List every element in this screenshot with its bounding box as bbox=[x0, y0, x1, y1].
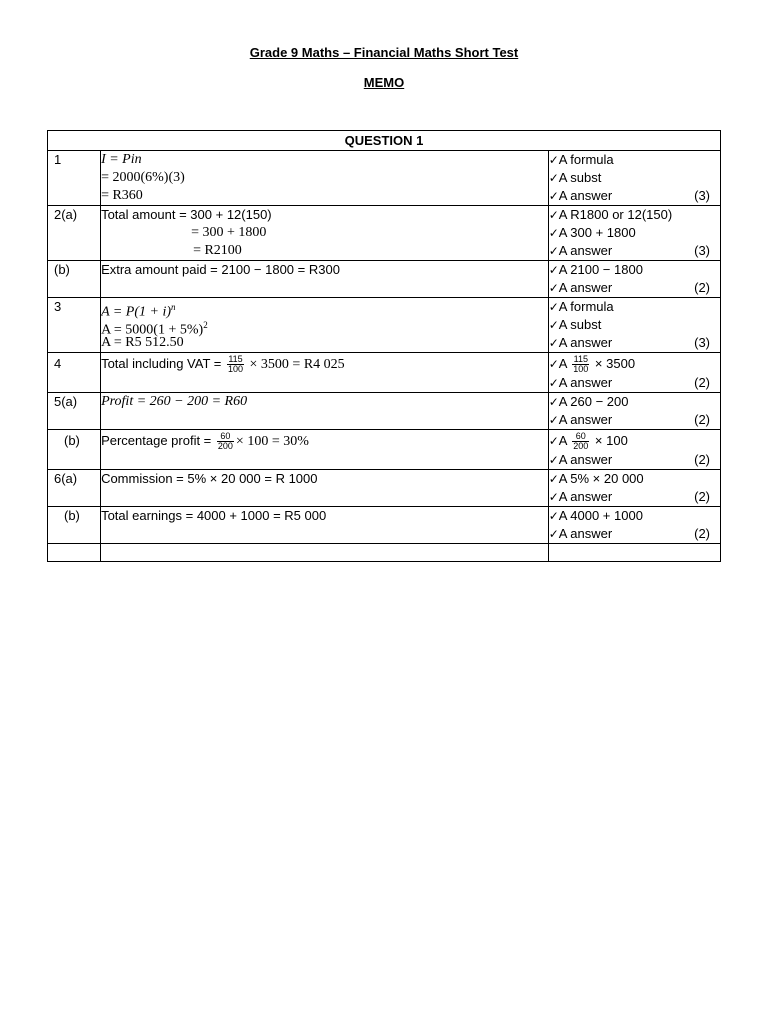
question-number: 1 bbox=[54, 152, 62, 167]
document-title: Grade 9 Maths – Financial Maths Short Test bbox=[249, 45, 519, 60]
check-icon: ✓ bbox=[548, 434, 559, 448]
check-icon: ✓ bbox=[548, 490, 559, 504]
check-icon: ✓ bbox=[548, 263, 559, 277]
table-row bbox=[48, 430, 721, 470]
mark-label: A subst bbox=[558, 317, 602, 332]
check-icon: ✓ bbox=[548, 413, 559, 427]
check-icon: ✓ bbox=[548, 189, 559, 203]
table-row bbox=[48, 298, 721, 353]
mark-label: A answer bbox=[558, 489, 613, 504]
table-row bbox=[48, 206, 721, 261]
mark-label: A bbox=[558, 433, 571, 448]
solution-cell bbox=[101, 298, 549, 353]
mark-total: (3) bbox=[694, 188, 710, 203]
fraction-denominator: 100 bbox=[228, 364, 244, 375]
question-number: 2(a) bbox=[54, 207, 78, 222]
mark-label: A answer bbox=[558, 412, 613, 427]
check-icon: ✓ bbox=[548, 509, 559, 523]
check-icon: ✓ bbox=[548, 357, 559, 371]
mark-total: (2) bbox=[694, 280, 710, 295]
check-icon: ✓ bbox=[548, 336, 559, 350]
mark-total: (3) bbox=[694, 335, 710, 350]
mark-total: (2) bbox=[694, 375, 710, 390]
check-icon: ✓ bbox=[548, 171, 559, 185]
solution-line: = R2100 bbox=[193, 243, 242, 258]
question-number: 4 bbox=[54, 356, 62, 371]
mark-label: A 260 − 200 bbox=[558, 394, 629, 409]
mark-label: A R1800 or 12(150) bbox=[558, 207, 673, 222]
fraction bbox=[227, 355, 244, 374]
exponent: 2 bbox=[203, 320, 208, 330]
solution-text: × 3500 = R4 025 bbox=[246, 357, 345, 372]
solution-cell bbox=[101, 507, 549, 544]
marks-cell bbox=[548, 507, 720, 544]
empty-cell bbox=[101, 544, 549, 562]
marks-cell bbox=[548, 353, 720, 393]
question-number: (b) bbox=[64, 508, 80, 523]
solution-line: Extra amount paid = 2100 − 1800 = R300 bbox=[101, 262, 340, 277]
check-icon: ✓ bbox=[548, 281, 559, 295]
mark-label: A answer bbox=[558, 375, 613, 390]
solution-line: Total earnings = 4000 + 1000 = R5 000 bbox=[101, 508, 327, 523]
mark-label: A 5% × 20 000 bbox=[558, 471, 644, 486]
mark-label: A 4000 + 1000 bbox=[558, 508, 643, 523]
exponent: n bbox=[171, 302, 176, 312]
question-heading: QUESTION 1 bbox=[48, 131, 721, 151]
fraction-numerator: 115 bbox=[228, 354, 243, 365]
mark-label: A bbox=[558, 356, 571, 371]
check-icon: ✓ bbox=[548, 472, 559, 486]
fraction-denominator: 200 bbox=[217, 441, 233, 452]
fraction-numerator: 60 bbox=[217, 432, 234, 442]
memo-table bbox=[47, 130, 721, 562]
mark-total: (3) bbox=[694, 243, 710, 258]
solution-line: = 300 + 1800 bbox=[191, 225, 267, 240]
check-icon: ✓ bbox=[548, 153, 559, 167]
solution-cell bbox=[101, 470, 549, 507]
solution-text: Total including VAT = bbox=[101, 356, 225, 371]
solution-cell bbox=[101, 151, 549, 206]
table-row bbox=[48, 353, 721, 393]
mark-total: (2) bbox=[694, 412, 710, 427]
mark-label: A answer bbox=[558, 188, 613, 203]
mark-label: × 3500 bbox=[591, 356, 636, 371]
marks-cell bbox=[548, 430, 720, 470]
question-number: 3 bbox=[54, 299, 62, 314]
table-row bbox=[48, 507, 721, 544]
mark-label: × 100 bbox=[591, 433, 628, 448]
question-number: 6(a) bbox=[54, 471, 78, 486]
fraction bbox=[217, 432, 234, 451]
marks-cell bbox=[548, 298, 720, 353]
mark-label: A 300 + 1800 bbox=[558, 225, 636, 240]
table-row bbox=[48, 470, 721, 507]
solution-line: A = P(1 + i) bbox=[101, 304, 172, 320]
check-icon: ✓ bbox=[548, 318, 559, 332]
check-icon: ✓ bbox=[548, 208, 559, 222]
solution-text: Percentage profit = bbox=[101, 433, 215, 448]
mark-total: (2) bbox=[694, 526, 710, 541]
mark-label: A answer bbox=[558, 243, 613, 258]
marks-cell bbox=[548, 393, 720, 430]
table-row bbox=[48, 151, 721, 206]
marks-cell bbox=[548, 151, 720, 206]
solution-cell bbox=[101, 353, 549, 393]
solution-line: Profit = 260 − 200 = R60 bbox=[101, 394, 248, 409]
marks-cell bbox=[548, 470, 720, 507]
check-icon: ✓ bbox=[548, 395, 559, 409]
marks-cell bbox=[548, 261, 720, 298]
question-number: (b) bbox=[54, 262, 70, 277]
mark-label: A formula bbox=[558, 152, 614, 167]
mark-label: A subst bbox=[558, 170, 602, 185]
document-subtitle: MEMO bbox=[363, 75, 405, 90]
fraction bbox=[572, 355, 589, 374]
fraction-denominator: 100 bbox=[573, 364, 589, 375]
check-icon: ✓ bbox=[548, 300, 559, 314]
marks-cell bbox=[548, 206, 720, 261]
fraction-denominator: 200 bbox=[573, 441, 589, 452]
check-icon: ✓ bbox=[548, 453, 559, 467]
solution-line: I = Pin bbox=[101, 152, 142, 167]
solution-line: = R360 bbox=[101, 188, 143, 203]
empty-cell bbox=[548, 544, 720, 562]
mark-total: (2) bbox=[694, 489, 710, 504]
question-number: (b) bbox=[64, 433, 80, 448]
fraction bbox=[572, 432, 589, 451]
check-icon: ✓ bbox=[548, 244, 559, 258]
mark-total: (2) bbox=[694, 452, 710, 467]
fraction-numerator: 115 bbox=[573, 354, 588, 365]
empty-table-row bbox=[48, 544, 721, 562]
mark-label: A answer bbox=[558, 280, 613, 295]
table-row bbox=[48, 393, 721, 430]
question-number: 5(a) bbox=[54, 394, 78, 409]
solution-text: × 100 = 30% bbox=[235, 434, 309, 449]
solution-line: Commission = 5% × 20 000 = R 1000 bbox=[101, 471, 318, 486]
solution-cell bbox=[101, 393, 549, 430]
solution-cell bbox=[101, 206, 549, 261]
solution-cell bbox=[101, 261, 549, 298]
mark-label: A formula bbox=[558, 299, 614, 314]
check-icon: ✓ bbox=[548, 527, 559, 541]
check-icon: ✓ bbox=[548, 376, 559, 390]
empty-cell bbox=[48, 544, 101, 562]
mark-label: A 2100 − 1800 bbox=[558, 262, 643, 277]
solution-line: = 2000(6%)(3) bbox=[101, 170, 185, 185]
mark-label: A answer bbox=[558, 335, 613, 350]
table-row bbox=[48, 261, 721, 298]
solution-line: Total amount = 300 + 12(150) bbox=[101, 207, 272, 222]
solution-cell bbox=[101, 430, 549, 470]
solution-line: A = R5 512.50 bbox=[101, 335, 184, 350]
mark-label: A answer bbox=[558, 452, 613, 467]
solution-line: A = 5000(1 + 5%) bbox=[101, 322, 204, 338]
mark-label: A answer bbox=[558, 526, 613, 541]
fraction-numerator: 60 bbox=[572, 432, 589, 442]
check-icon: ✓ bbox=[548, 226, 559, 240]
